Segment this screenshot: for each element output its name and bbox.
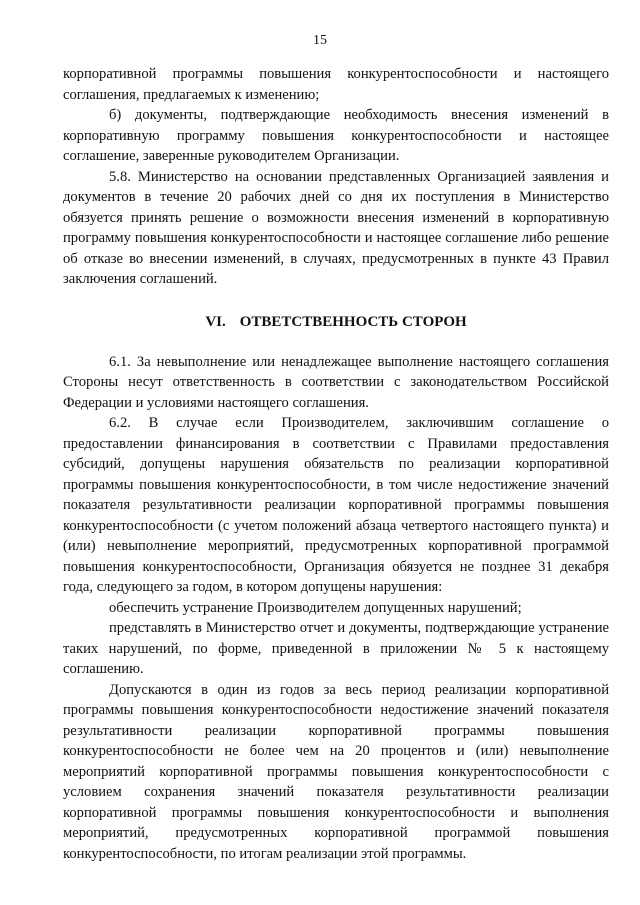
section-title: ОТВЕТСТВЕННОСТЬ СТОРОН [239, 313, 467, 330]
paragraph-obligation-1: обеспечить устранение Производителем допущенных нарушений; [109, 599, 522, 616]
paragraph-6-2: 6.2. В случае если Производителем, заключившим соглашение о предоставлении финансирования в соответствии с Правилами предоставления субсидий, допущены нарушения обязательств по реализации корпоративной программы повышения конкурентоспособности, в том числе недостижение значений показателя результативности реализации корпоративной программы повышения конкурентоспособности (с учетом положений абзаца четвертого настоящего пункта) и (или) невыполнение мероприятий, предусмотренных корпоративной программой повышения конкурентоспособности, Организация обязуется не позднее 31 декабря года, следующего за годом, в котором допущены нарушения: [63, 415, 609, 595]
paragraph-item-b: б) документы, подтверждающие необходимость внесения изменений в корпоративную программу повышения конкурентоспособности и настоящее соглашение, заверенные руководителем Организации. [63, 107, 609, 164]
paragraph-allowance: Допускаются в один из годов за весь период реализации корпоративной программы повышения конкурентоспособности недостижение значений показателя результативности реализации корпоративной программы повышения конкурентоспособности не более чем на 20 процентов и (или) невыполнение мероприятий корпоративной программы повышения конкурентоспособности с условием сохранения значений показателя результативности реализации корпоративной программы повышения конкурентоспособности и выполнения мероприятий, предусмотренных корпоративной программой повышения конкурентоспособности, по итогам реализации этой программы. [63, 681, 609, 862]
page-number: 15 [313, 33, 327, 48]
paragraph-continuation: корпоративной программы повышения конкурентоспособности и настоящего соглашения, предлагаемых к изменению; [63, 66, 609, 103]
document-body [63, 64, 609, 864]
section-heading [63, 312, 609, 332]
paragraph-5-8: 5.8. Министерство на основании представленных Организацией заявления и документов в течение 20 рабочих дней со дня их поступления в Министерство обязуется принять решение о возможности внесения изменений в корпоративную программу повышения конкурентоспособности и настоящее соглашение либо решение об отказе во внесении изменений, в случаях, предусмотренных в пункте 43 Правил заключения соглашений. [63, 168, 609, 287]
paragraph-obligation-2: представлять в Министерство отчет и документы, подтверждающие устранение таких нарушений, по форме, приведенной в приложении № 5 к настоящему соглашению. [63, 620, 609, 677]
paragraph-6-1: 6.1. За невыполнение или ненадлежащее выполнение настоящего соглашения Стороны несут ответственность в соответствии с законодательством Российской Федерации и условиями настоящего соглашения. [63, 353, 609, 411]
section-number: VI. [205, 313, 226, 330]
